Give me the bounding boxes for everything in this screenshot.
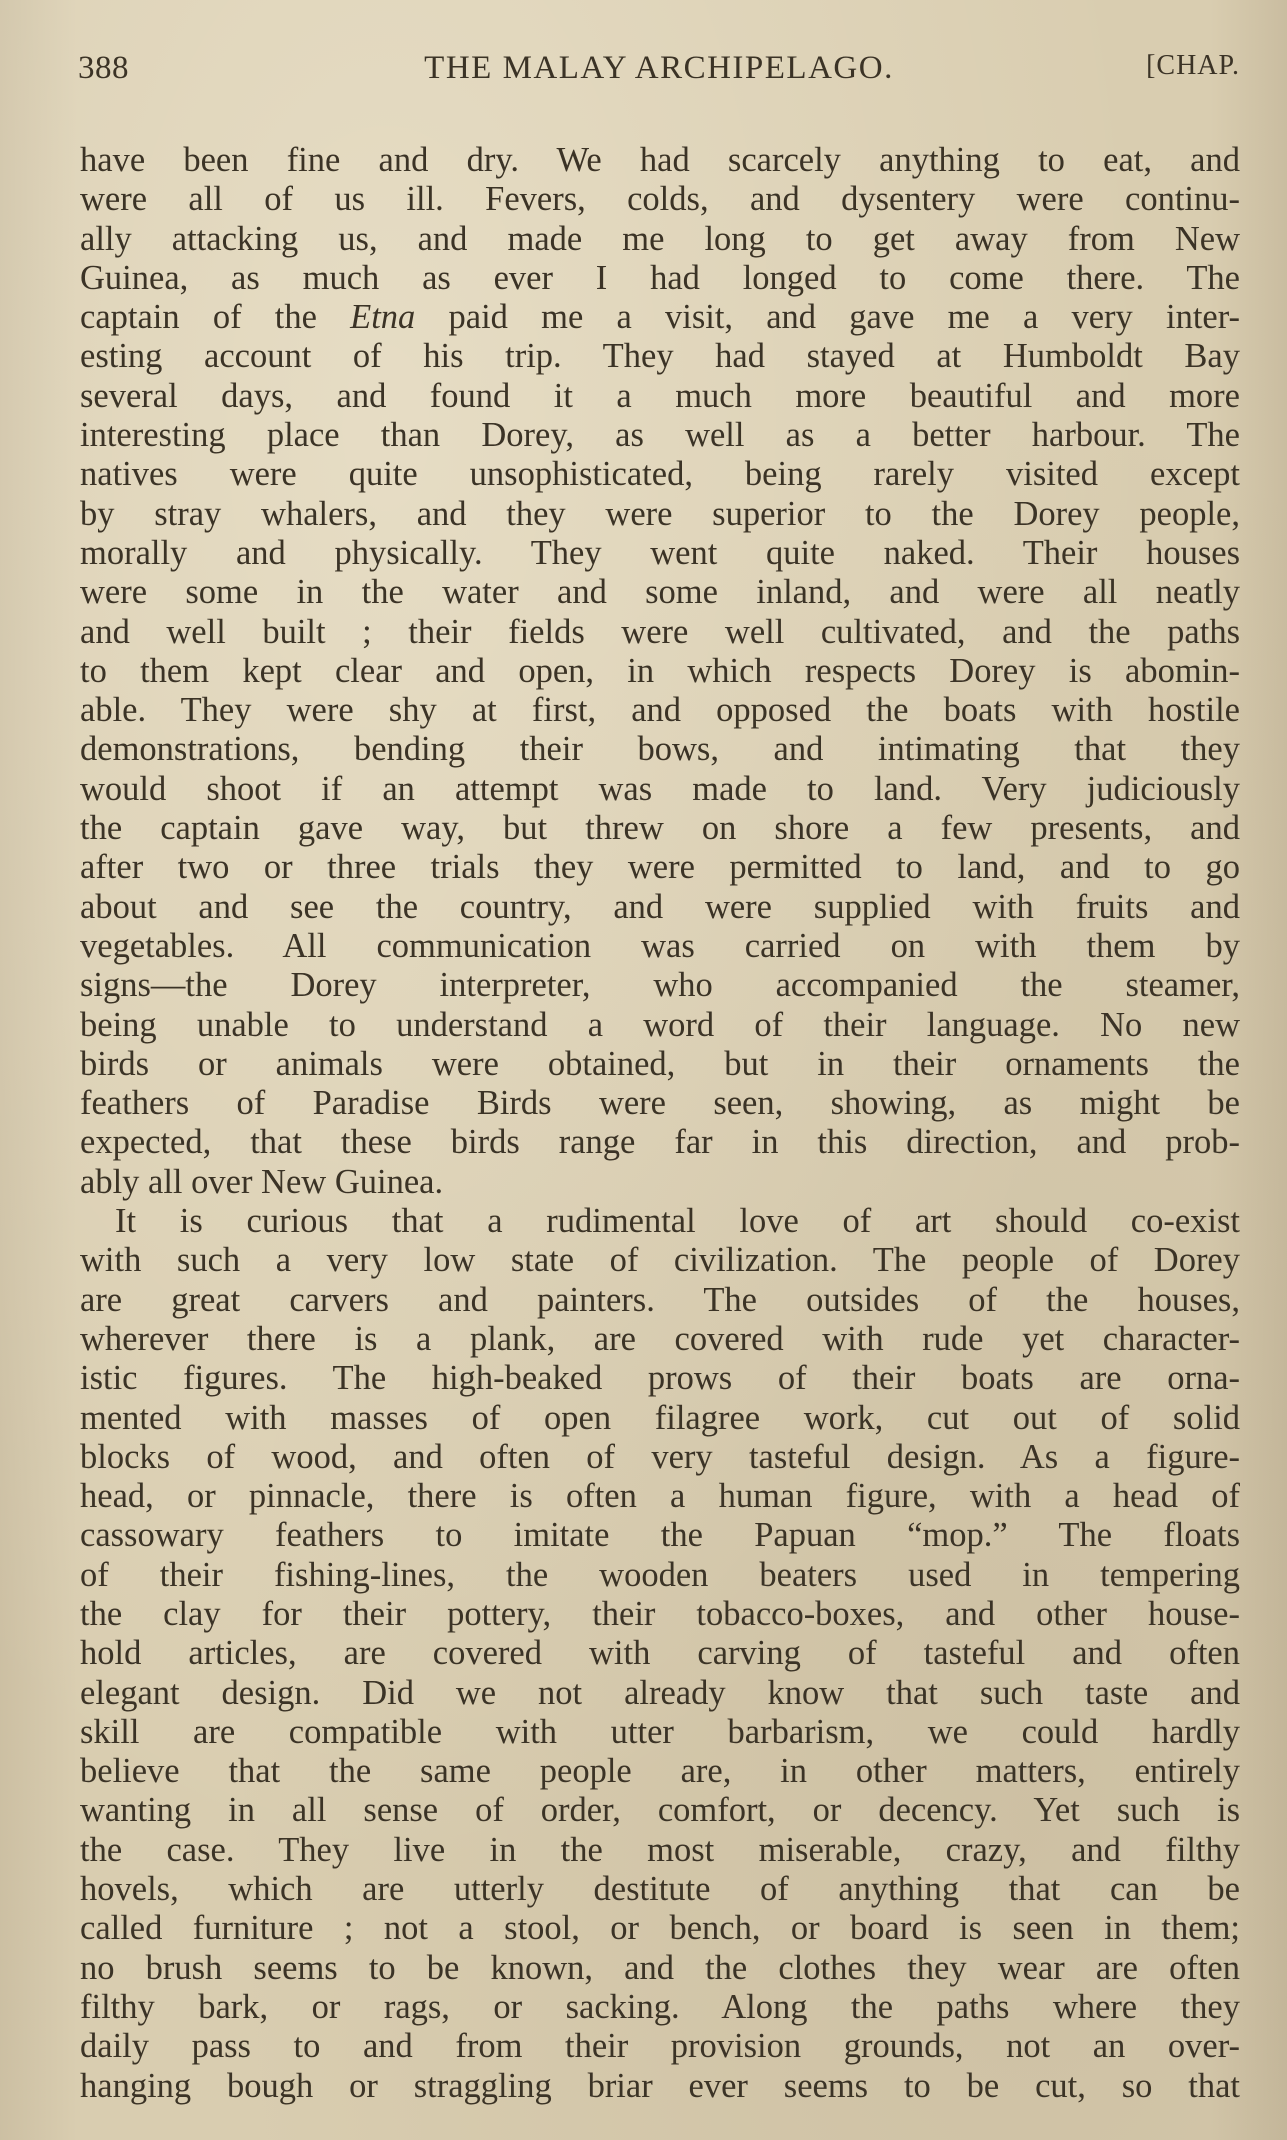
italic-ship-name: Etna [350,298,416,337]
text-line [80,1163,1240,1202]
text-segment: Guinea, as much as ever I had longed to come there. The [80,258,1240,297]
text-line [80,1281,1240,1320]
text-segment: hold articles, are covered with carving of tasteful and often [80,1634,1240,1673]
text-line [80,259,1240,298]
text-line [80,1202,1240,1241]
text-line [80,809,1240,848]
text-segment: blocks of wood, and often of very tasteful design. As a figure- [80,1437,1240,1476]
text-segment: daily pass to and from their provision grounds, not an over- [80,2027,1240,2066]
text-line [80,613,1240,652]
text-line [80,337,1240,376]
text-line [80,730,1240,769]
text-line [80,1713,1240,1752]
text-segment: of their fishing-lines, the wooden beaters used in tempering [80,1555,1240,1594]
text-line [80,141,1240,180]
text-line [80,770,1240,809]
text-line [80,534,1240,573]
text-segment: interesting place than Dorey, as well as a better harbour. The [80,416,1240,455]
text-segment: skill are compatible with utter barbarism, we could hardly [80,1712,1240,1751]
text-line [80,180,1240,219]
text-segment: the clay for their pottery, their tobacco-boxes, and other house- [80,1594,1240,1633]
text-segment: hanging bough or straggling briar ever seems to be cut, so that [80,2066,1240,2105]
text-line [80,2027,1240,2066]
text-segment: esting account of his trip. They had stayed at Humboldt Bay [80,337,1240,376]
text-segment: the captain gave way, but threw on shore a few presents, and [80,809,1240,848]
text-segment: hovels, which are utterly destitute of anything that can be [80,1870,1240,1909]
text-line [80,1045,1240,1084]
text-segment: mented with masses of open filagree work, cut out of solid [80,1398,1240,1437]
text-line [80,652,1240,691]
text-line [80,691,1240,730]
text-segment: about and see the country, and were supplied with fruits and [80,887,1240,926]
text-line [80,1516,1240,1555]
text-line [80,1674,1240,1713]
text-segment: after two or three trials they were permitted to land, and to go [80,848,1240,887]
text-segment: are great carvers and painters. The outsides of the houses, [80,1280,1240,1319]
text-segment: expected, that these birds range far in this direction, and prob- [80,1123,1240,1162]
text-line [80,848,1240,887]
text-segment: believe that the same people are, in other matters, entirely [80,1752,1240,1791]
text-line [80,1988,1240,2027]
text-segment: natives were quite unsophisticated, being rarely visited except [80,455,1240,494]
text-segment: able. They were shy at first, and opposed the boats with hostile [80,691,1240,730]
text-line [80,1359,1240,1398]
text-segment: istic figures. The high-beaked prows of their boats are orna- [80,1359,1240,1398]
text-segment: the case. They live in the most miserable, crazy, and filthy [80,1830,1240,1869]
text-line [80,1556,1240,1595]
running-head [78,50,1240,94]
text-line [80,298,1240,337]
text-line [80,1477,1240,1516]
text-line [80,377,1240,416]
text-segment: captain of the [80,298,351,337]
text-line [80,888,1240,927]
text-line [80,220,1240,259]
text-line [80,1831,1240,1870]
body-text [80,141,1240,2106]
text-segment: filthy bark, or rags, or sacking. Along the paths where they [80,1987,1240,2026]
text-segment: by stray whalers, and they were superior to the Dorey people, [80,494,1240,533]
text-line [80,495,1240,534]
text-segment: ably all over New Guinea. [80,1162,444,1201]
text-segment: demonstrations, bending their bows, and intimating that they [80,730,1240,769]
text-line [80,455,1240,494]
text-segment: called furniture ; not a stool, or bench, or board is seen in them; [80,1909,1240,1948]
text-line [80,1752,1240,1791]
text-segment: head, or pinnacle, there is often a human figure, with a head of [80,1477,1240,1516]
text-segment: being unable to understand a word of their language. No new [80,1005,1240,1044]
text-line [80,966,1240,1005]
text-segment: were all of us ill. Fevers, colds, and dysentery were continu- [80,180,1240,219]
text-line [80,416,1240,455]
text-segment: wherever there is a plank, are covered with rude yet character- [80,1319,1240,1358]
running-title: THE MALAY ARCHIPELAGO. [424,50,894,86]
text-segment: It is curious that a rudimental love of art should co-exist [115,1202,1240,1241]
text-line [80,1634,1240,1673]
text-segment: paid me a visit, and gave me a very inter- [415,298,1240,337]
text-segment: cassowary feathers to imitate the Papuan “mop.” The floats [80,1516,1240,1555]
text-line [80,1006,1240,1045]
text-line [80,1123,1240,1162]
text-segment: with such a very low state of civilization. The people of Dorey [80,1241,1240,1280]
text-segment: have been fine and dry. We had scarcely anything to eat, and [80,141,1240,179]
text-line [80,1595,1240,1634]
text-segment: wanting in all sense of order, comfort, or decency. Yet such is [80,1791,1240,1830]
text-line [80,1791,1240,1830]
text-segment: elegant design. Did we not already know that such taste and [80,1673,1240,1712]
text-line [80,1909,1240,1948]
text-segment: were some in the water and some inland, and were all neatly [80,573,1240,612]
text-line [80,1870,1240,1909]
text-segment: feathers of Paradise Birds were seen, showing, as might be [80,1084,1240,1123]
text-line [80,1241,1240,1280]
text-segment: no brush seems to be known, and the clothes they wear are often [80,1948,1240,1987]
text-line [80,1399,1240,1438]
text-line [80,573,1240,612]
text-line [80,1949,1240,1988]
chapter-marker: [CHAP. [1146,50,1240,81]
text-segment: would shoot if an attempt was made to land. Very judiciously [80,769,1240,808]
page-number: 388 [78,50,129,86]
text-segment: signs—the Dorey interpreter, who accompanied the steamer, [80,966,1240,1005]
text-line [80,2067,1240,2106]
text-segment: morally and physically. They went quite naked. Their houses [80,533,1240,572]
text-segment: vegetables. All communication was carried on with them by [80,926,1240,965]
text-segment: ally attacking us, and made me long to get away from New [80,219,1240,258]
text-line [80,1320,1240,1359]
text-segment: and well built ; their fields were well cultivated, and the paths [80,612,1240,651]
text-segment: to them kept clear and open, in which respects Dorey is abomin- [80,651,1240,690]
text-line [80,927,1240,966]
text-line [80,1438,1240,1477]
text-segment: several days, and found it a much more beautiful and more [80,376,1240,415]
text-segment: birds or animals were obtained, but in their ornaments the [80,1044,1240,1083]
text-line [80,1084,1240,1123]
